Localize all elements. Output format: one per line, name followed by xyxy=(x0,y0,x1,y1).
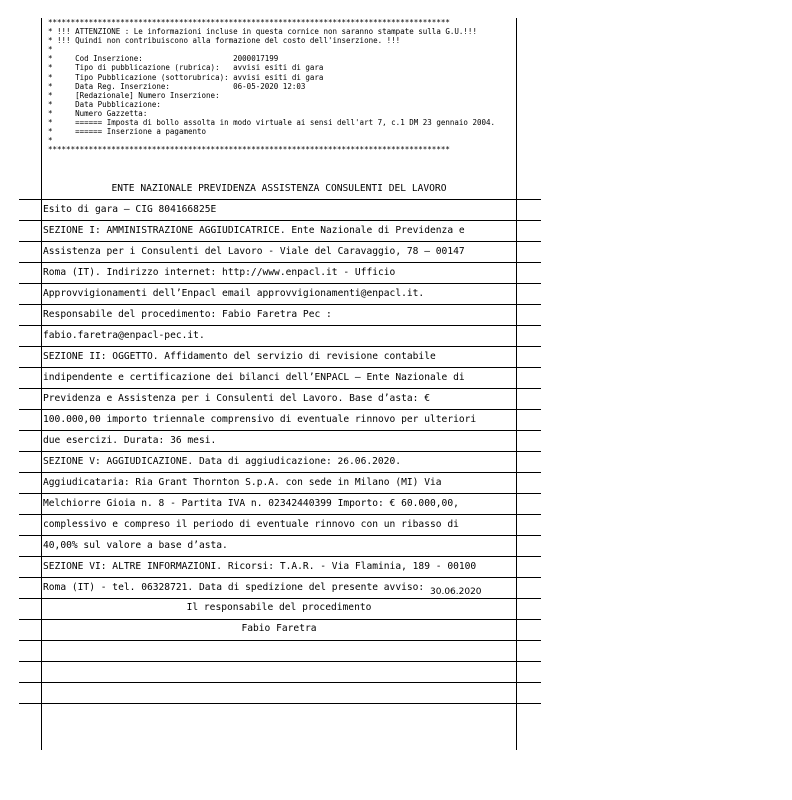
ruled-line xyxy=(19,661,541,662)
text-line: Esito di gara – CIG 804166825E xyxy=(43,204,217,215)
ruled-line xyxy=(19,346,541,347)
ruled-line xyxy=(19,409,541,410)
ruled-line xyxy=(19,304,541,305)
ruled-line xyxy=(19,241,541,242)
ruled-line xyxy=(19,283,541,284)
text-line: indipendente e certificazione dei bilanci dell’ENPACL – Ente Nazionale di xyxy=(43,372,465,383)
frame-line: * Cod Inserzione: 2000017199 xyxy=(48,54,279,64)
text-line: SEZIONE VI: ALTRE INFORMAZIONI. Ricorsi: T.A.R. - Via Flaminia, 189 - 00100 xyxy=(43,561,477,572)
text-line: Roma (IT). Indirizzo internet: http://www.enpacl.it - Ufficio xyxy=(43,267,396,278)
text-line: Assistenza per i Consulenti del Lavoro - Viale del Caravaggio, 78 – 00147 xyxy=(43,246,465,257)
frame-line: * Tipo di pubblicazione (rubrica): avvisi esiti di gara xyxy=(48,63,324,73)
text-line: 40,00% sul valore a base d’asta. xyxy=(43,540,228,551)
ruled-line xyxy=(19,493,541,494)
ruled-line xyxy=(19,472,541,473)
text-line: Approvvigionamenti dell’Enpacl email approvvigionamenti@enpacl.it. xyxy=(43,288,425,299)
text-line: Previdenza e Assistenza per i Consulenti del Lavoro. Base d’asta: € xyxy=(43,393,430,404)
text-line: fabio.faretra@enpacl-pec.it. xyxy=(43,330,205,341)
ruled-line xyxy=(19,640,541,641)
text-line: Responsabile del procedimento: Fabio Faretra Pec : xyxy=(43,309,332,320)
ruled-line xyxy=(19,619,541,620)
dispatch-label: Roma (IT) - tel. 06328721. Data di spedizione del presente avviso: xyxy=(43,582,430,593)
ruled-line xyxy=(19,535,541,536)
signature-name: Fabio Faretra xyxy=(241,623,317,634)
text-line: Melchiorre Gioia n. 8 - Partita IVA n. 02342440399 Importo: € 60.000,00, xyxy=(43,498,459,509)
ruled-line xyxy=(19,598,541,599)
frame-line: * Data Reg. Inserzione: 06-05-2020 12:03 xyxy=(48,81,306,91)
ruled-line xyxy=(19,703,541,704)
text-line: due esercizi. Durata: 36 mesi. xyxy=(43,435,217,446)
text-line: Aggiudicataria: Ria Grant Thornton S.p.A. con sede in Milano (MI) Via xyxy=(43,477,442,488)
document-heading: ENTE NAZIONALE PREVIDENZA ASSISTENZA CONSULENTI DEL LAVORO xyxy=(111,183,447,194)
text-line-award xyxy=(43,456,513,468)
frame-line: * ====== Imposta di bollo assolta in modo virtuale ai sensi dell'art 7, c.1 DM 23 gennaio 2004. xyxy=(48,118,496,128)
ruled-line xyxy=(19,262,541,263)
ruled-line xyxy=(19,199,541,200)
frame-line: * ====== Inserzione a pagamento xyxy=(48,127,207,137)
award-label: SEZIONE V: AGGIUDICAZIONE. Data di aggiudicazione: xyxy=(43,456,338,467)
text-line-dispatch xyxy=(43,582,513,597)
award-date-rest: .06.2020. xyxy=(349,456,402,467)
ruled-line xyxy=(19,367,541,368)
text-line: SEZIONE I: AMMINISTRAZIONE AGGIUDICATRICE. Ente Nazionale di Previdenza e xyxy=(43,225,465,236)
ruled-line xyxy=(19,220,541,221)
award-date-day: 26 xyxy=(337,457,350,467)
ruled-line xyxy=(19,682,541,683)
ruled-line xyxy=(19,577,541,578)
frame-line: * Tipo Pubblicazione (sottorubrica): avvisi esiti di gara xyxy=(48,72,324,82)
dispatch-date: 30.06.2020 xyxy=(430,587,482,597)
frame-line: * !!! ATTENZIONE : Le informazioni incluse in questa cornice non saranno stampate sulla G.U.!!! xyxy=(48,27,477,37)
ruled-line xyxy=(19,388,541,389)
frame-line: ***************************************************************************************** xyxy=(48,145,450,155)
frame-line: * Numero Gazzetta: xyxy=(48,108,148,118)
text-line: SEZIONE II: OGGETTO. Affidamento del servizio di revisione contabile xyxy=(43,351,436,362)
frame-line: ***************************************************************************************** xyxy=(48,18,450,27)
frame-line: * Data Pubblicazione: xyxy=(48,99,161,109)
frame-line: * xyxy=(48,136,53,146)
frame-line: * !!! Quindi non contribuiscono alla formazione del costo dell'inserzione. !!! xyxy=(48,36,401,46)
text-line: complessivo e compreso il periodo di eventuale rinnovo con un ribasso di xyxy=(43,519,459,530)
text-line: 100.000,00 importo triennale comprensivo di eventuale rinnovo per ulteriori xyxy=(43,414,477,425)
ruled-line xyxy=(19,325,541,326)
ruled-line xyxy=(19,556,541,557)
frame-line: * xyxy=(48,45,53,55)
ruled-line xyxy=(19,430,541,431)
ruled-line xyxy=(19,514,541,515)
signature-role: Il responsabile del procedimento xyxy=(186,602,372,613)
frame-line: * [Redazionale] Numero Inserzione: xyxy=(48,90,220,100)
notice-frame xyxy=(48,18,518,154)
ruled-line xyxy=(19,451,541,452)
